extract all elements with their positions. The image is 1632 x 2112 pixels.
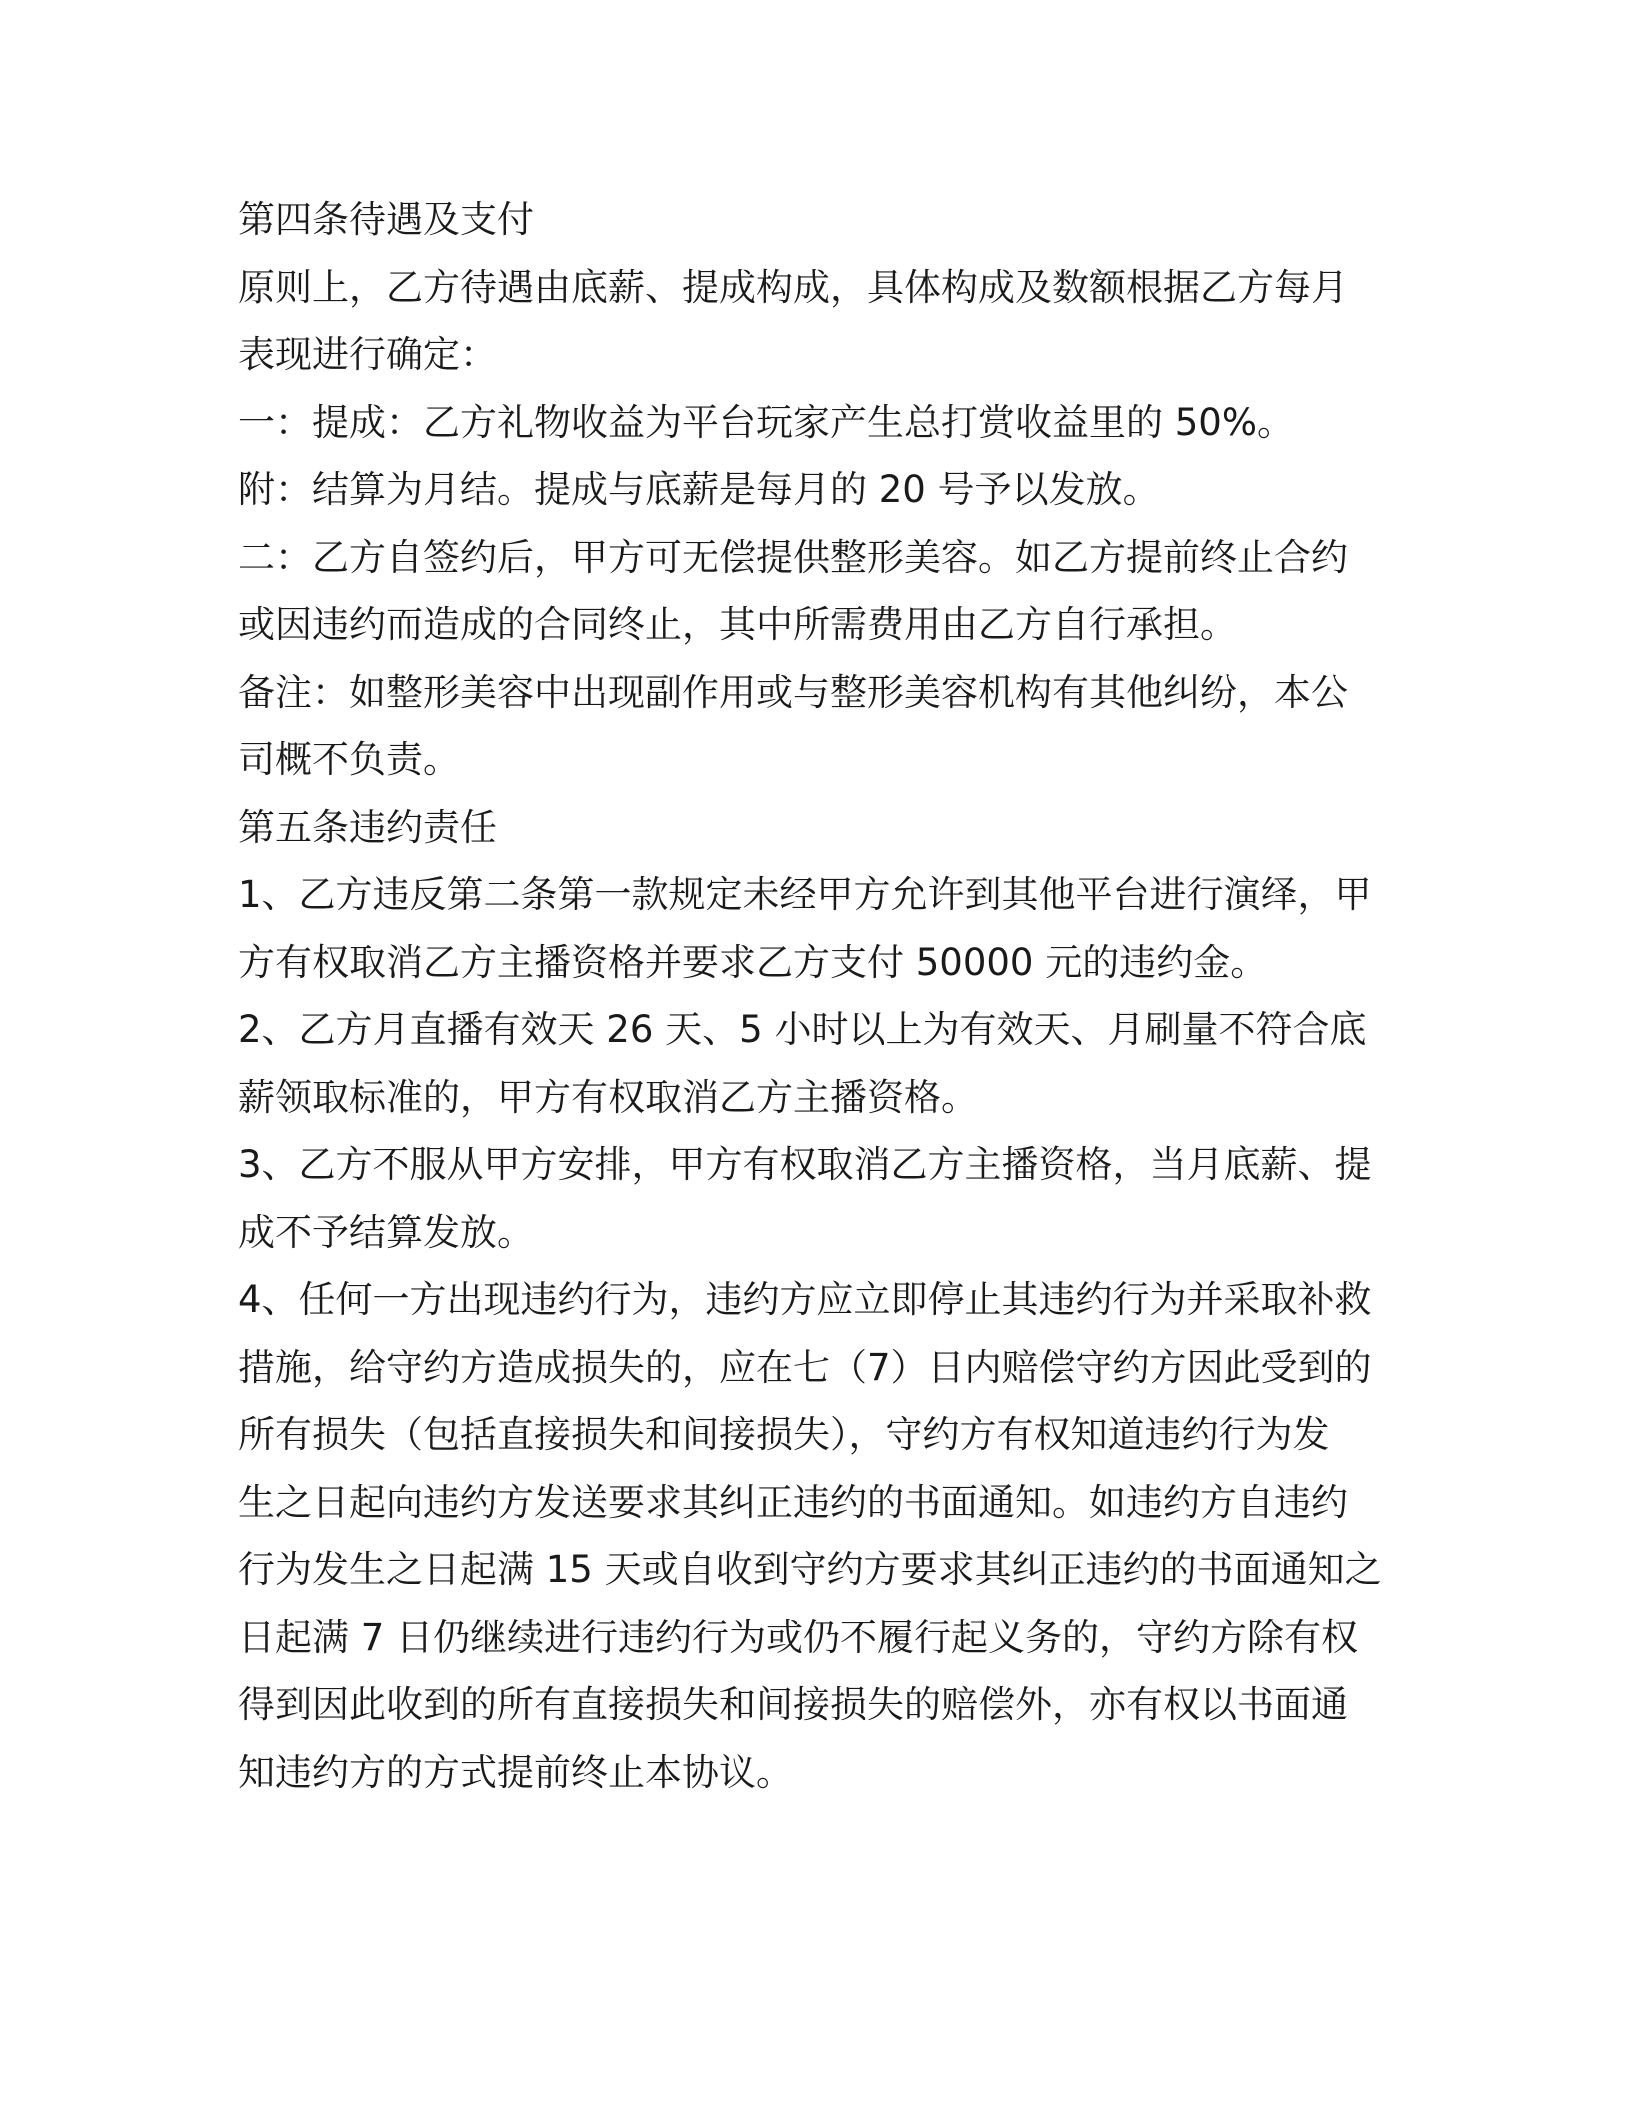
text-line: 成不予结算发放。 — [238, 1210, 534, 1254]
text-line: 知违约方的方式提前终止本协议。 — [238, 1750, 793, 1794]
text-line: 一：提成：乙方礼物收益为平台玩家产生总打赏收益里的 50%。 — [238, 400, 1294, 444]
text-line: 附：结算为月结。提成与底薪是每月的 20 号予以发放。 — [238, 468, 1160, 511]
text-line: 行为发生之日起满 15 天或自收到守约方要求其纠正违约的书面通知之 — [238, 1548, 1382, 1591]
text-line: 生之日起向违约方发送要求其纠正违约的书面通知。如违约方自违约 — [238, 1480, 1348, 1524]
text-line: 原则上，乙方待遇由底薪、提成构成，具体构成及数额根据乙方每月 — [238, 265, 1348, 309]
section-heading-article-4: 第四条待遇及支付 — [238, 198, 534, 241]
text-line: 备注：如整形美容中出现副作用或与整形美容机构有其他纠纷，本公 — [238, 670, 1348, 714]
text-line: 得到因此收到的所有直接损失和间接损失的赔偿外，亦有权以书面通 — [238, 1683, 1348, 1726]
text-line: 表现进行确定： — [238, 333, 497, 376]
text-line: 所有损失（包括直接损失和间接损失），守约方有权知道违约行为发 — [238, 1413, 1330, 1456]
text-line: 司概不负责。 — [238, 738, 460, 781]
text-line: 3、乙方不服从甲方安排，甲方有权取消乙方主播资格，当月底薪、提 — [238, 1143, 1372, 1186]
text-line: 方有权取消乙方主播资格并要求乙方支付 50000 元的违约金。 — [238, 940, 1268, 984]
text-line: 措施，给守约方造成损失的，应在七（7）日内赔偿守约方因此受到的 — [238, 1345, 1372, 1389]
text-line: 日起满 7 日仍继续进行违约行为或仍不履行起义务的，守约方除有权 — [238, 1615, 1359, 1659]
text-line: 二：乙方自签约后，甲方可无偿提供整形美容。如乙方提前终止合约 — [238, 535, 1348, 579]
text-line: 或因违约而造成的合同终止，其中所需费用由乙方自行承担。 — [238, 603, 1237, 646]
section-heading-article-5: 第五条违约责任 — [238, 805, 497, 849]
text-line: 1、乙方违反第二条第一款规定未经甲方允许到其他平台进行演绎，甲 — [238, 873, 1372, 916]
document-body — [238, 186, 1388, 1806]
text-line: 2、乙方月直播有效天 26 天、5 小时以上为有效天、月刷量不符合底 — [238, 1008, 1367, 1051]
text-line: 4、任何一方出现违约行为，违约方应立即停止其违约行为并采取补救 — [238, 1278, 1372, 1321]
text-line: 薪领取标准的，甲方有权取消乙方主播资格。 — [238, 1075, 978, 1119]
